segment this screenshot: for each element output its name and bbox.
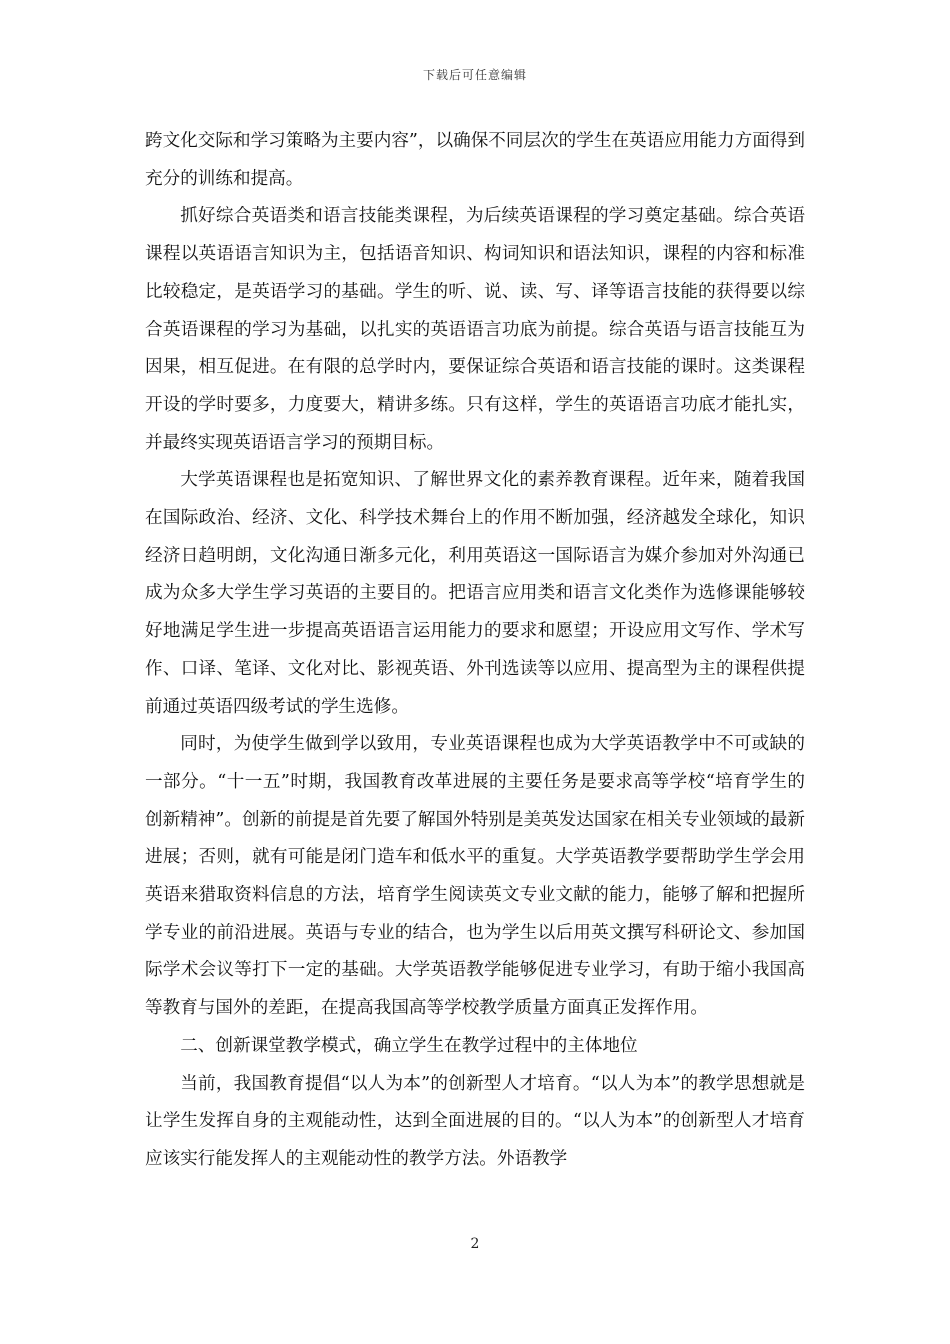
paragraph: 抓好综合英语类和语言技能类课程，为后续英语课程的学习奠定基础。综合英语课程以英语语言知识为主，包括语音知识、构词知识和语法知识，课程的内容和标准比较稳定，是英语学习的基础。学生的听、说、读、写、译等语言技能的获得要以综合英语课程的学习为基础，以扎实的英语语言功底为前提。综合英语与语言技能互为因果，相互促进。在有限的总学时内，要保证综合英语和语言技能的课时。这类课程开设的学时要多，力度要大，精讲多练。只有这样，学生的英语语言功底才能扎实，并最终实现英语语言学习的预期目标。 — [145, 206, 805, 453]
paragraph: 大学英语课程也是拓宽知识、了解世界文化的素养教育课程。近年来，随着我国在国际政治、经济、文化、科学技术舞台上的作用不断加强，经济越发全球化，知识经济日趋明朗，文化沟通日渐多元化，利用英语这一国际语言为媒介参加对外沟通已成为众多大学生学习英语的主要目的。把语言应用类和语言文化类作为选修课能够较好地满足学生进一步提高英语语言运用能力的要求和愿望；开设应用文写作、学术写作、口译、笔译、文化对比、影视英语、外刊选读等以应用、提高型为主的课程供提前通过英语四级考试的学生选修。 — [145, 470, 805, 717]
paragraph: 跨文化交际和学习策略为主要内容”，以确保不同层次的学生在英语应用能力方面得到充分的训练和提高。 — [145, 131, 805, 189]
section-heading: 二、创新课堂教学模式，确立学生在教学过程中的主体地位 — [180, 1035, 638, 1056]
page-number: 2 — [470, 1236, 480, 1252]
paragraph: 同时，为使学生做到学以致用，专业英语课程也成为大学英语教学中不可或缺的一部分。“十一五”时期，我国教育改革进展的主要任务是要求高等学校“培育学生的创新精神”。创新的前提是首先要了解国外特别是美英发达国家在相关专业领域的最新进展；否则，就有可能是闭门造车和低水平的重复。大学英语教学要帮助学生学会用英语来猎取资料信息的方法，培育学生阅读英文专业文献的能力，能够了解和把握所学专业的前沿进展。英语与专业的结合，也为学生以后用英文撰写科研论文、参加国际学术会议等打下一定的基础。大学英语教学能够促进专业学习，有助于缩小我国高等教育与国外的差距，在提高我国高等学校教学质量方面真正发挥作用。 — [145, 734, 805, 1019]
paragraph: 当前，我国教育提倡“以人为本”的创新型人才培育。“以人为本”的教学思想就是让学生发挥自身的主观能动性，达到全面进展的目的。“以人为本”的创新型人才培育应该实行能发挥人的主观能动性的教学方法。外语教学 — [145, 1073, 805, 1169]
page-header: 下载后可任意编辑 — [422, 68, 527, 82]
document-body — [145, 123, 805, 1179]
